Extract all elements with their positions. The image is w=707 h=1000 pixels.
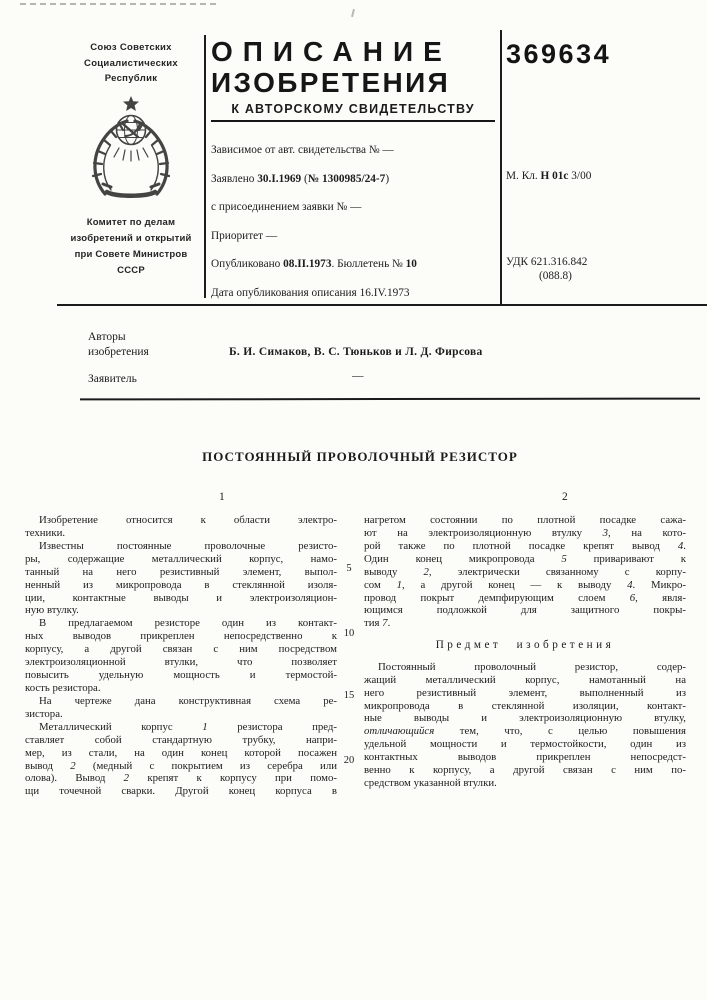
body-text-line: ненный из микропровода в стеклянной изоля- — [25, 578, 337, 591]
claim-text-line: отличающийся тем, что, с целью повышения — [364, 725, 686, 738]
applicant-value: — — [352, 370, 364, 382]
classification-udk — [506, 256, 587, 283]
committee-name-line: изобретений и открытий — [70, 232, 192, 244]
claim-text-line: удельной мощности и термостойкости, один из — [364, 738, 686, 751]
body-text-line: ры, содержащие металлический корпус, намо- — [25, 552, 337, 565]
body-text-line: рой также по плотной посадке крепят вывод 4. — [364, 539, 686, 552]
body-text-line: Один конец микропровода 5 приваривают к — [364, 552, 686, 565]
body-text-line: мер, из стали, на один конец которой посажен — [25, 746, 337, 759]
body-text-line: Известны постоянные проволочные резисто- — [39, 539, 337, 552]
body-text-line: провод покрыт демпфирующим слоем 6, явля- — [364, 591, 686, 604]
patent-number: 369634 — [506, 39, 612, 69]
gutter-line-number: 10 — [343, 628, 355, 639]
ussr-coat-of-arms-icon — [80, 96, 182, 202]
gutter-line-numbers — [339, 0, 359, 1000]
claim-text-line: микропровода в стеклянной изоляции, контакт- — [364, 699, 686, 712]
body-right-part1 — [364, 514, 686, 630]
udk-line2: (088.8) — [539, 269, 572, 282]
body-text-line: тия 7. — [364, 617, 391, 630]
claim-text-line: Постоянный проволочный резистор, содер- — [378, 660, 686, 673]
header-divider-left — [204, 35, 206, 298]
claim-text-line: средством указанной втулки. — [364, 777, 497, 790]
body-column-left — [25, 514, 337, 798]
committee-name-line: Комитет по делам — [86, 216, 176, 228]
body-text-line: повысить удельную мощность и термостой- — [25, 669, 337, 682]
column-marker-1: 1 — [219, 491, 225, 503]
body-text-line: вывод 2 (медный с покрытием из серебра или — [25, 759, 337, 772]
udk-line1: УДК 621.316.842 — [506, 256, 588, 268]
body-column-right — [364, 514, 686, 790]
committee-name-line: СССР — [117, 265, 145, 277]
doc-title-line2: ИЗОБРЕТЕНИЯ — [211, 67, 451, 98]
bibliographic-field: Дата опубликования описания 16.IV.1973 — [211, 286, 410, 299]
body-text-line: нагретом состоянии по плотной посадке сажа- — [364, 514, 686, 526]
body-text-line: ющимся подложкой для защитного покры- — [364, 604, 686, 617]
bibliographic-field: Приоритет — — [211, 229, 278, 242]
body-text-line: На чертеже дана конструктивная схема ре- — [39, 694, 337, 707]
bibliographic-fields — [211, 136, 511, 308]
header-left-cell — [32, 40, 230, 279]
bibliographic-field: Зависимое от авт. свидетельства № — — [211, 144, 394, 156]
body-text-line: зистора. — [25, 707, 63, 720]
committee-name-line: при Совете Министров — [74, 248, 188, 260]
authors-label — [88, 330, 149, 360]
bibliographic-field: с присоединением заявки № — — [211, 201, 362, 214]
union-name-line: Социалистических — [84, 57, 178, 69]
claim-text-line: него резистивный элемент, выполненный из — [364, 686, 686, 699]
claim-paragraph — [364, 661, 686, 790]
authors-bottom-rule — [80, 398, 700, 401]
invention-title: ПОСТОЯННЫЙ ПРОВОЛОЧНЫЙ РЕЗИСТОР — [202, 449, 518, 464]
claim-text-line: венно к корпусу, а другой связан с ним по- — [364, 764, 686, 777]
claim-heading: Предмет изобретения — [435, 639, 615, 652]
body-text-line: олова). Вывод 2 крепят к корпусу при помо- — [25, 772, 337, 785]
body-text-line: Металлический корпус 1 резистора пред- — [39, 720, 337, 733]
body-text-line: щи точечной сварки. Другой конец корпуса в — [25, 785, 337, 798]
body-text-line: техники. — [25, 526, 66, 539]
scan-artifact-line — [20, 3, 216, 5]
column-marker-2: 2 — [562, 491, 568, 503]
claim-text-line: ные выводы и электроизоляционную втулку, — [364, 712, 686, 725]
body-text-line: ции, контактные выводы и электроизоляцион- — [25, 591, 337, 604]
claim-text-line: жащий металлический корпус, намотанный на — [364, 673, 686, 686]
claim-text-line: контактных выводов прикреплен непосредст- — [364, 751, 686, 764]
body-text-line: кость резистора. — [25, 681, 101, 694]
gutter-line-number: 20 — [343, 755, 355, 766]
body-text-line: В предлагаемом резисторе один из контакт- — [39, 617, 337, 630]
committee-name — [32, 215, 230, 280]
bibliographic-field: Опубликовано 08.II.1973. Бюллетень № 10 — [211, 258, 417, 271]
doc-subtitle: К АВТОРСКОМУ СВИДЕТЕЛЬСТВУ — [211, 102, 495, 122]
union-name-line: Союз Советских — [90, 42, 172, 53]
body-text-line: ных выводов прикреплен непосредственно к — [25, 630, 337, 643]
gutter-line-number: 15 — [343, 690, 355, 701]
authors-names: Б. И. Симаков, В. С. Тюньков и Л. Д. Фирсова — [229, 346, 483, 358]
body-text-line: ют на электроизоляционную втулку 3, на кото- — [364, 526, 686, 539]
union-name-line: Республик — [104, 73, 158, 84]
body-text-line: сом 1, а другой конец — к выводу 4. Микро- — [364, 578, 686, 591]
body-text-line: Изобретение относится к области электро- — [39, 514, 337, 526]
body-text-line: электроизоляционной втулки, что позволяет — [25, 656, 337, 669]
body-text-line: ную втулку. — [25, 604, 79, 617]
body-text-line: танный на него резистивный элемент, выпол- — [25, 565, 337, 578]
authors-label-line: Авторы — [88, 331, 126, 343]
union-name — [32, 40, 230, 87]
doc-title-line1: ОПИСАНИЕ — [211, 36, 452, 67]
applicant-label: Заявитель — [88, 373, 137, 385]
body-text-line: корпусу, а другой связан с ним посредством — [25, 643, 337, 656]
body-text-line: выводу 2, электрически связанному с корпу- — [364, 565, 686, 578]
gutter-line-number: 5 — [346, 563, 352, 574]
header-bottom-rule — [57, 304, 707, 306]
classification-mkl: М. Кл. Н 01с 3/00 — [506, 170, 592, 182]
bibliographic-field: Заявлено 30.I.1969 (№ 1300985/24-7) — [211, 172, 390, 185]
body-text-line: ставляет собой стандартную трубку, напри- — [25, 733, 337, 746]
authors-label-line: изобретения — [88, 346, 149, 358]
